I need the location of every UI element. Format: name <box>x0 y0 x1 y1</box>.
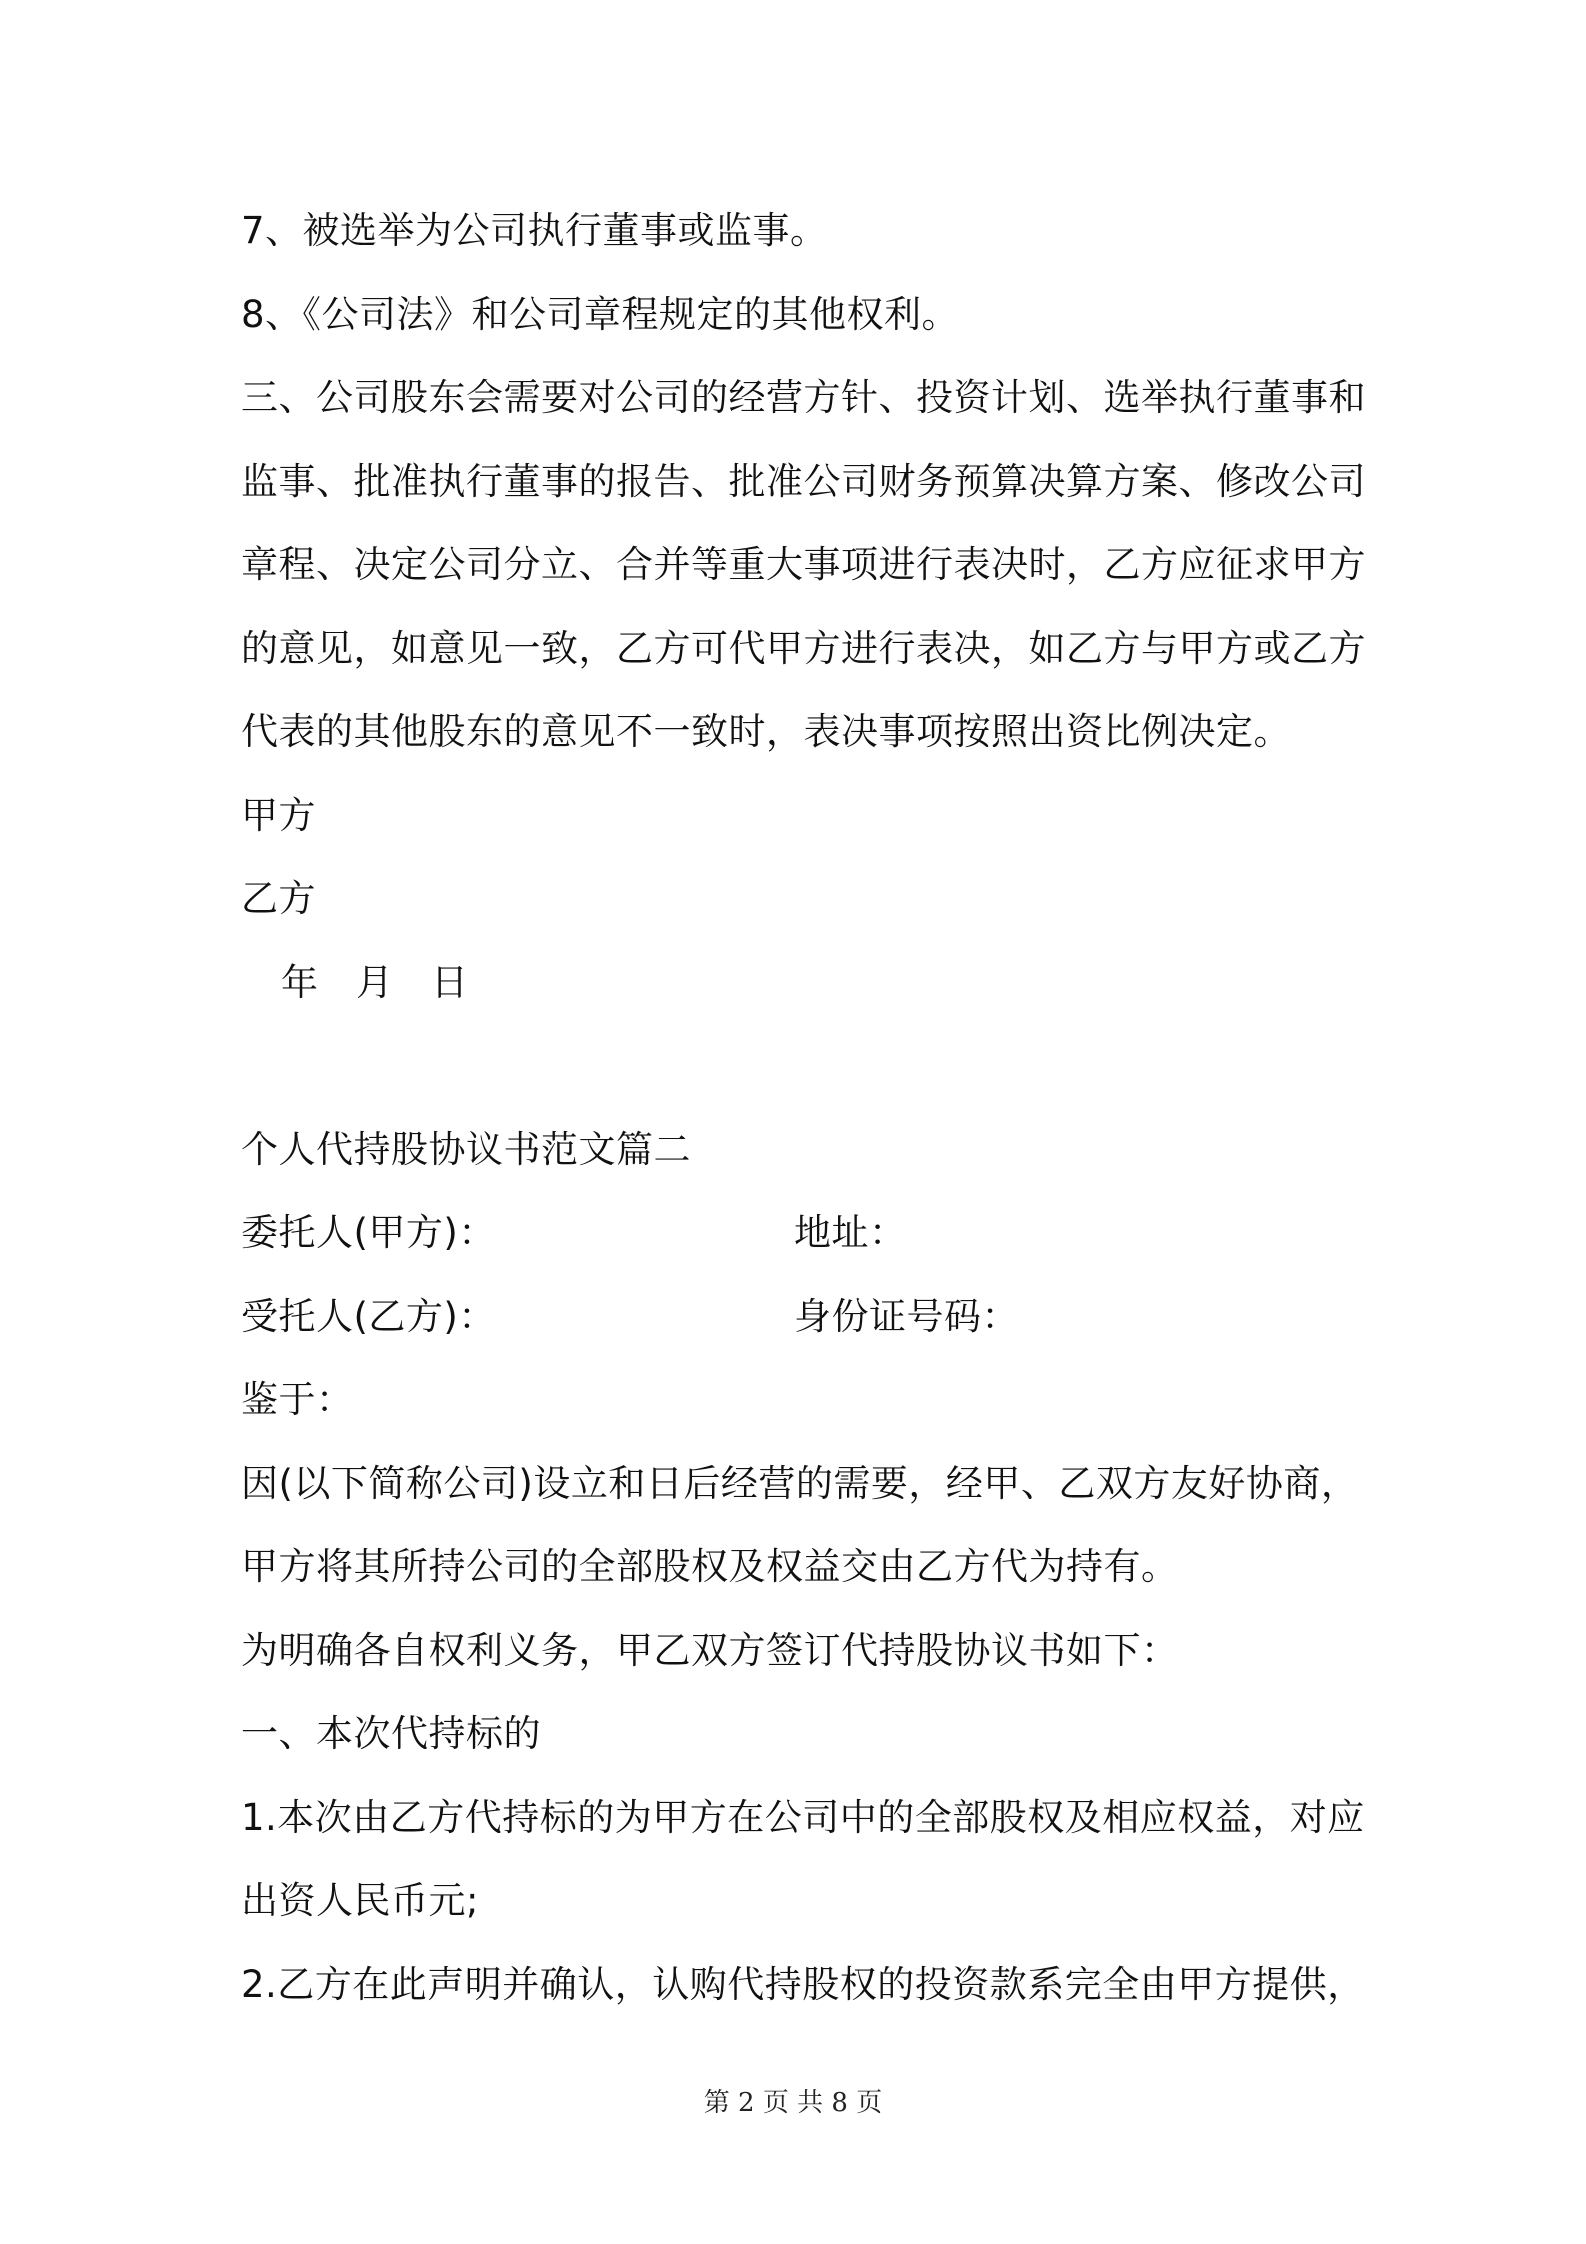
principal-label: 委托人(甲方)： <box>241 1211 496 1254</box>
recital-line-2: 甲方将其所持公司的全部股权及权益交由乙方代为持有。 <box>241 1545 1179 1588</box>
section-title: 个人代持股协议书范文篇二 <box>241 1128 691 1171</box>
agent-label: 受托人(乙方)： <box>241 1295 496 1338</box>
section-3-line-3: 章程、决定公司分立、合并等重大事项进行表决时，乙方应征求甲方 <box>241 543 1366 586</box>
clause-1-item-2-line-1: 2.乙方在此声明并确认，认购代持股权的投资款系完全由甲方提供， <box>241 1963 1365 2006</box>
signature-date: 年 月 日 <box>281 961 469 1004</box>
clause-1-heading: 一、本次代持标的 <box>241 1712 541 1755</box>
id-number-label: 身份证号码： <box>794 1295 1019 1338</box>
section-3-line-1: 三、公司股东会需要对公司的经营方针、投资计划、选举执行董事和 <box>241 376 1366 419</box>
rights-item-7: 7、被选举为公司执行董事或监事。 <box>241 209 828 252</box>
address-label: 地址： <box>794 1211 907 1254</box>
page-number-footer: 第 2 页 共 8 页 <box>703 2088 883 2118</box>
section-3-line-2: 监事、批准执行董事的报告、批准公司财务预算决算方案、修改公司 <box>241 460 1366 503</box>
clause-1-item-1-line-1: 1.本次由乙方代持标的为甲方在公司中的全部股权及相应权益，对应 <box>241 1796 1365 1839</box>
section-3-line-4: 的意见，如意见一致，乙方可代甲方进行表决，如乙方与甲方或乙方 <box>241 627 1366 670</box>
signature-party-b: 乙方 <box>241 877 316 920</box>
rights-item-8: 8、《公司法》和公司章程规定的其他权利。 <box>241 293 960 336</box>
clause-1-item-1-line-2: 出资人民币元; <box>241 1879 479 1922</box>
recital-line-1: 因(以下简称公司)设立和日后经营的需要，经甲、乙双方友好协商， <box>241 1462 1359 1505</box>
signature-party-a: 甲方 <box>241 794 316 837</box>
section-3-line-5: 代表的其他股东的意见不一致时，表决事项按照出资比例决定。 <box>241 710 1291 753</box>
whereas-heading: 鉴于： <box>241 1378 354 1421</box>
recital-line-3: 为明确各自权利义务，甲乙双方签订代持股协议书如下： <box>241 1629 1179 1672</box>
